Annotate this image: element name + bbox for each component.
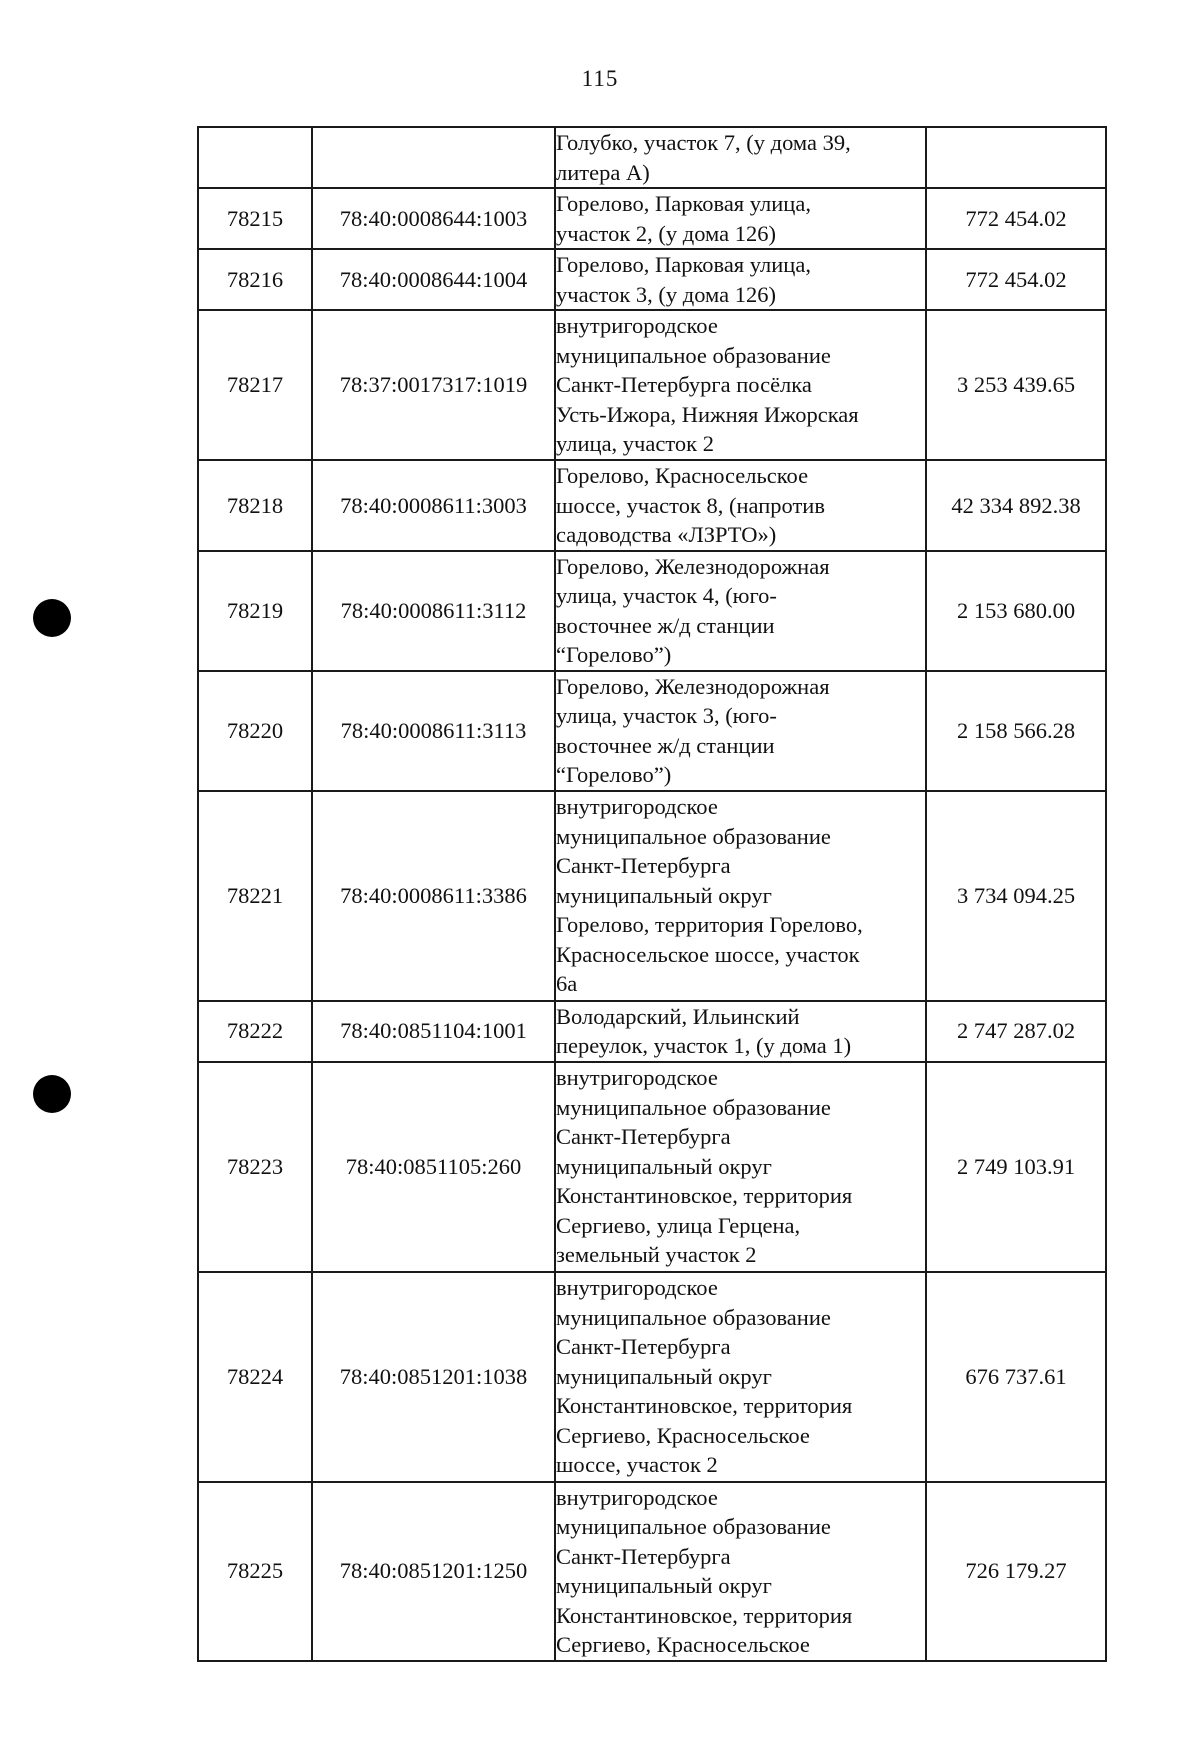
record-number: 78225: [198, 1482, 312, 1661]
table-row: [198, 188, 1106, 249]
cadastral-number: 78:40:0008611:3386: [312, 791, 555, 1001]
cadastral-value: 2 158 566.28: [926, 671, 1106, 791]
cadastral-number: 78:40:0008644:1004: [312, 249, 555, 310]
cadastral-number: 78:37:0017317:1019: [312, 310, 555, 460]
plot-address: Горелово, Красносельское шоссе, участок 8, (напротив садоводства «ЛЗРТО»): [555, 460, 926, 551]
cadastral-number: 78:40:0851105:260: [312, 1062, 555, 1272]
record-number: 78215: [198, 188, 312, 249]
table-row: [198, 1482, 1106, 1661]
cadastral-number: 78:40:0008611:3113: [312, 671, 555, 791]
table-row: [198, 551, 1106, 671]
plot-address: Володарский, Ильинский переулок, участок 1, (у дома 1): [555, 1001, 926, 1062]
cadastral-number: 78:40:0008611:3003: [312, 460, 555, 551]
plot-address: внутригородское муниципальное образование Санкт-Петербурга посёлка Усть-Ижора, Нижняя Ижорская улица, участок 2: [555, 310, 926, 460]
plot-address: Горелово, Железнодорожная улица, участок 3, (юго- восточнее ж/д станции “Горелово”): [555, 671, 926, 791]
plot-address: Горелово, Железнодорожная улица, участок 4, (юго- восточнее ж/д станции “Горелово”): [555, 551, 926, 671]
cadastral-number: 78:40:0008611:3112: [312, 551, 555, 671]
cadastral-value: 726 179.27: [926, 1482, 1106, 1661]
record-number: 78219: [198, 551, 312, 671]
table-row: [198, 460, 1106, 551]
record-number: [198, 127, 312, 188]
table-row: [198, 249, 1106, 310]
cadastral-value: 2 153 680.00: [926, 551, 1106, 671]
plot-address: внутригородское муниципальное образование Санкт-Петербурга муниципальный округ Константиновское, территория Сергиево, улица Герцена, земельный участок 2: [555, 1062, 926, 1272]
table-row: [198, 1001, 1106, 1062]
plot-address: Горелово, Парковая улица, участок 2, (у дома 126): [555, 188, 926, 249]
page-number: 115: [581, 66, 619, 91]
plot-address: Горелово, Парковая улица, участок 3, (у дома 126): [555, 249, 926, 310]
plot-address: внутригородское муниципальное образование Санкт-Петербурга муниципальный округ Горелово, территория Горелово, Красносельское шоссе, участок 6а: [555, 791, 926, 1001]
plot-address: Голубко, участок 7, (у дома 39, литера А): [555, 127, 926, 188]
table-row: [198, 127, 1106, 188]
cadastral-number: 78:40:0008644:1003: [312, 188, 555, 249]
record-number: 78218: [198, 460, 312, 551]
punch-hole-mark: [33, 599, 71, 637]
cadastral-value: 3 253 439.65: [926, 310, 1106, 460]
record-number: 78217: [198, 310, 312, 460]
plot-address: внутригородское муниципальное образование Санкт-Петербурга муниципальный округ Константиновское, территория Сергиево, Красносельское шоссе, участок 2: [555, 1272, 926, 1482]
cadastral-value: [926, 127, 1106, 188]
table-row: [198, 1062, 1106, 1272]
cadastral-number: 78:40:0851201:1250: [312, 1482, 555, 1661]
table-row: [198, 1272, 1106, 1482]
cadastral-value: 772 454.02: [926, 249, 1106, 310]
record-number: 78222: [198, 1001, 312, 1062]
cadastral-value: 42 334 892.38: [926, 460, 1106, 551]
cadastral-value: 2 747 287.02: [926, 1001, 1106, 1062]
record-number: 78216: [198, 249, 312, 310]
plot-address: внутригородское муниципальное образование Санкт-Петербурга муниципальный округ Константиновское, территория Сергиево, Красносельское: [555, 1482, 926, 1661]
table-row: [198, 671, 1106, 791]
record-number: 78223: [198, 1062, 312, 1272]
table-row: [198, 791, 1106, 1001]
cadastral-value: 3 734 094.25: [926, 791, 1106, 1001]
cadastral-value: 2 749 103.91: [926, 1062, 1106, 1272]
table-row: [198, 310, 1106, 460]
land-plot-table: [197, 126, 1107, 1662]
record-number: 78224: [198, 1272, 312, 1482]
cadastral-value: 676 737.61: [926, 1272, 1106, 1482]
cadastral-value: 772 454.02: [926, 188, 1106, 249]
punch-hole-mark: [33, 1075, 71, 1113]
cadastral-number: 78:40:0851201:1038: [312, 1272, 555, 1482]
cadastral-number: 78:40:0851104:1001: [312, 1001, 555, 1062]
record-number: 78220: [198, 671, 312, 791]
record-number: 78221: [198, 791, 312, 1001]
cadastral-number: [312, 127, 555, 188]
